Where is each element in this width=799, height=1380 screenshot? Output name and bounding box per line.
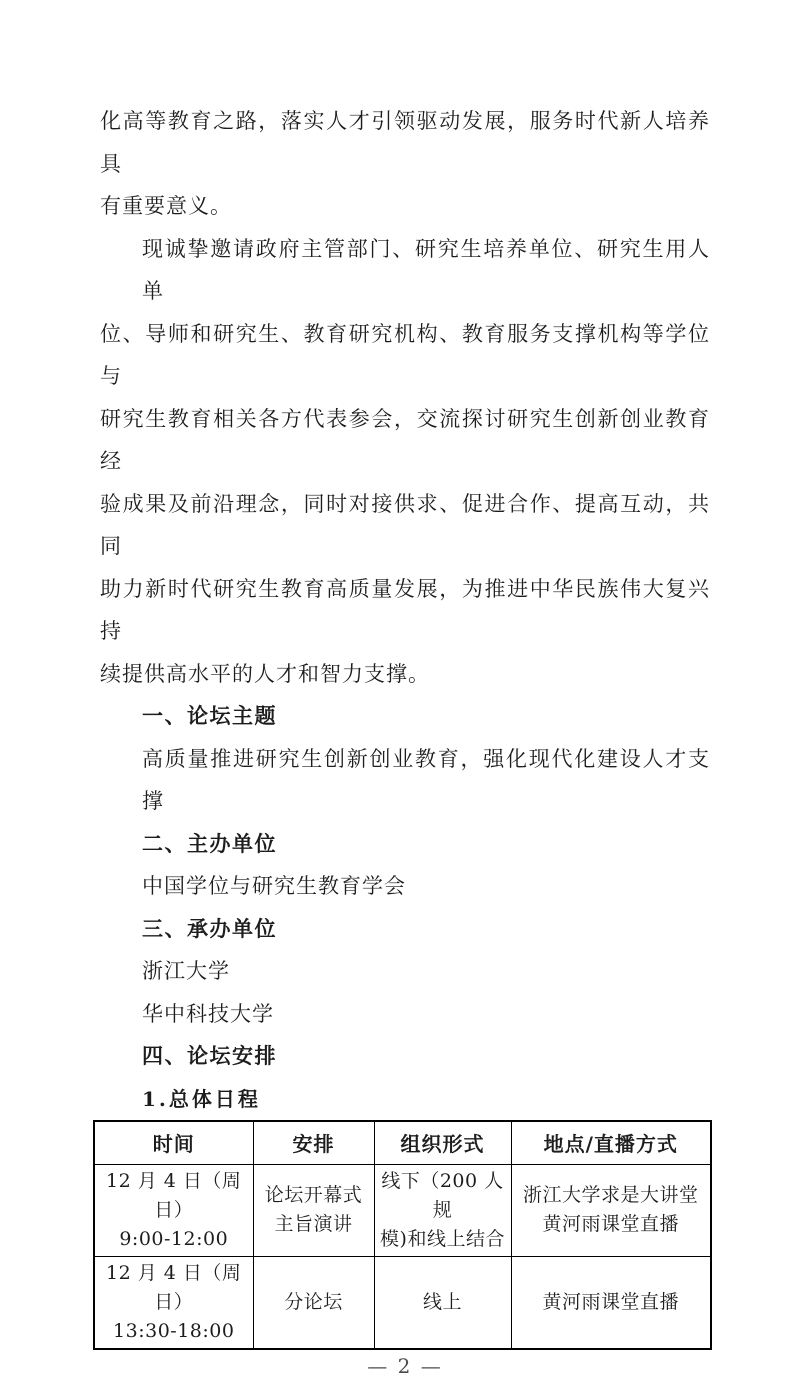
text-line: 黄河雨课堂直播 (542, 1290, 679, 1313)
text-line: 黄河雨课堂直播 (542, 1213, 679, 1235)
subheading-overall-schedule: 1.总体日程 (142, 1086, 261, 1111)
location-cell (511, 1164, 711, 1256)
time-cell (94, 1256, 253, 1349)
section-heading-forum-arrangement: 四、论坛安排 (142, 1044, 277, 1068)
table-row (94, 1164, 711, 1256)
table-header-time: 时间 (94, 1121, 253, 1164)
text-line: 位、导师和研究生、教育研究机构、教育服务支撑机构等学位与 (100, 321, 710, 388)
page-number: — 2 — (367, 1353, 443, 1378)
co-organizer-item: 浙江大学 (142, 959, 230, 983)
text-line: 9:00-12:00 (119, 1227, 229, 1250)
section-heading-forum-topic: 一、论坛主题 (142, 704, 277, 728)
text-line: 论坛开幕式 (264, 1184, 363, 1206)
format-cell (374, 1164, 511, 1256)
text-line: 12 月 4 日（周日） (106, 1169, 242, 1221)
text-line: 研究生教育相关各方代表参会，交流探讨研究生创新创业教育经 (100, 406, 710, 473)
text-line: 续提供高水平的人才和智力支撑。 (100, 661, 430, 686)
section-heading-co-organizer: 三、承办单位 (142, 916, 277, 941)
text-line: 12 月 4 日（周日） (106, 1261, 242, 1313)
text-line: 有重要意义。 (100, 194, 232, 218)
table-row (94, 1256, 711, 1349)
section-heading-host-organizer: 二、主办单位 (142, 831, 277, 856)
table-header-location: 地点/直播方式 (511, 1121, 711, 1164)
table-header-row (94, 1121, 711, 1164)
text-line: 线上 (422, 1290, 462, 1313)
format-cell (374, 1256, 511, 1349)
text-line: 模)和线上结合 (380, 1227, 505, 1250)
text-line: 线下（200 人规 (381, 1169, 504, 1221)
text-line: 浙江大学求是大讲堂 (522, 1184, 699, 1206)
text-line: 13:30-18:00 (113, 1319, 235, 1342)
text-line: 助力新时代研究生教育高质量发展，为推进中华民族伟大复兴持 (100, 576, 710, 643)
time-cell (94, 1164, 253, 1256)
paragraph-continuation (100, 100, 710, 228)
text-line: 分论坛 (284, 1290, 343, 1313)
host-organizer-text: 中国学位与研究生教育学会 (142, 874, 406, 898)
text-line: 验成果及前沿理念，同时对接供求、促进合作、提高互动，共同 (100, 491, 710, 558)
text-line: 主旨演讲 (274, 1213, 353, 1235)
table-header-arrangement: 安排 (253, 1121, 374, 1164)
schedule-table (93, 1120, 712, 1350)
text-line: 化高等教育之路，落实人才引领驱动发展，服务时代新人培养具 (100, 109, 710, 176)
text-line: 现诚挚邀请政府主管部门、研究生培养单位、研究生用人单 (142, 236, 710, 303)
paragraph-invitation (100, 228, 710, 696)
arrangement-cell (253, 1164, 374, 1256)
forum-topic-text: 高质量推进研究生创新创业教育，强化现代化建设人才支撑 (142, 746, 710, 813)
co-organizer-item: 华中科技大学 (142, 1001, 274, 1026)
arrangement-cell (253, 1256, 374, 1349)
table-header-format: 组织形式 (374, 1121, 511, 1164)
location-cell (511, 1256, 711, 1349)
